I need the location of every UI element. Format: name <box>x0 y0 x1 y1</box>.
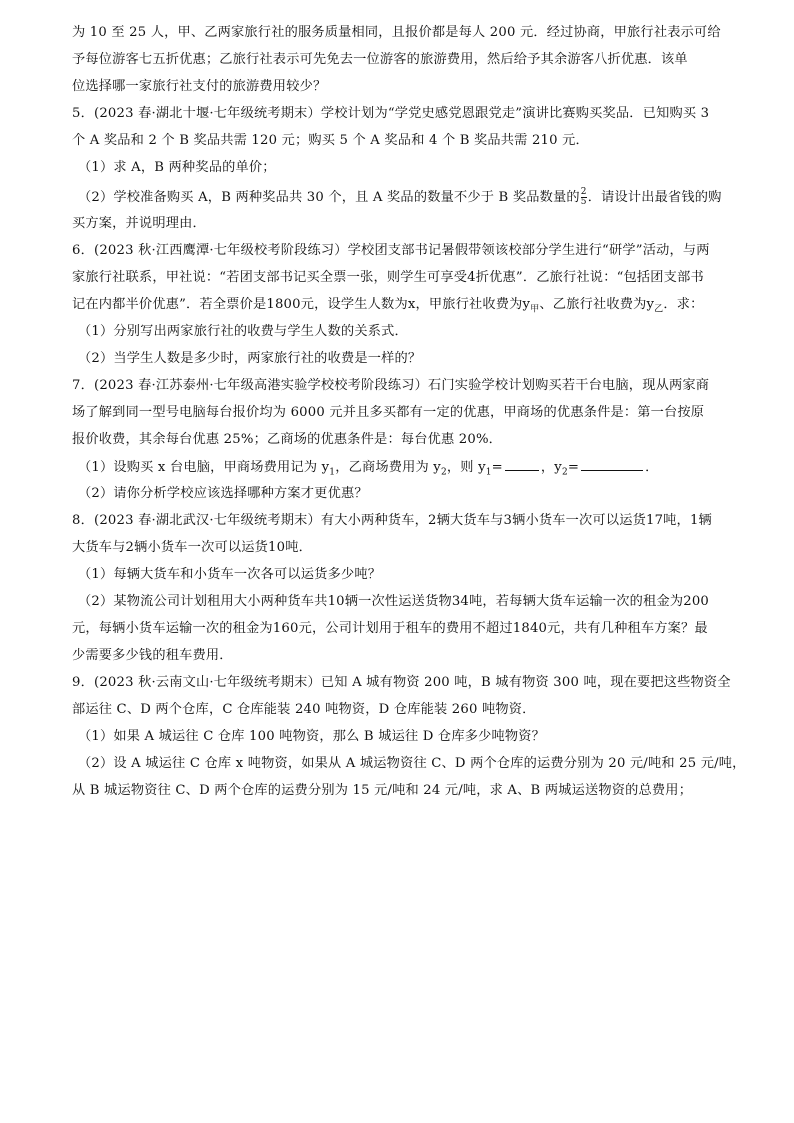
fraction <box>581 188 587 207</box>
answer-blank <box>581 458 643 471</box>
question-7-part-2: （2）请你分析学校应该选择哪种方案才更优惠？ <box>78 486 368 501</box>
text-line: 从 B 城运物资往 C、D 两个仓库的运费分别为 15 元/吨和 24 元/吨，求 A、B 两城运送物资的总费用； <box>72 783 693 798</box>
subscript: 乙 <box>654 304 664 315</box>
question-8-part-1: （1）每辆大货车和小货车一次各可以运货多少吨？ <box>78 567 382 582</box>
question-6-stem: 6．(2023 秋·江西鹰潭·七年级校考阶段练习）学校团支部书记暑假带领该校部分学生进行“研学”活动，与两 <box>72 243 710 258</box>
text-line: 位选择哪一家旅行社支付的旅游费用较少？ <box>72 79 327 94</box>
text-line <box>72 296 734 319</box>
text-segment: = <box>491 460 503 475</box>
question-8-stem: 8．(2023 春·湖北武汉·七年级统考期末）有大小两种货车，2辆大货车与3辆小货车一次可以运货17吨，1辆 <box>72 513 712 528</box>
text-line: 予每位游客七五折优惠；乙旅行社表示可先免去一位游客的旅游费用，然后给予其余游客八折优惠．该单 <box>72 52 688 67</box>
text-segment: （1）设购买 x 台电脑，甲商场费用记为 y <box>78 460 330 475</box>
question-9-stem: 9．(2023 秋·云南文山·七年级统考期末）已知 A 城有物资 200 吨，B 城有物资 300 吨，现在要把这些物资全 <box>72 675 731 690</box>
subscript: 甲 <box>530 304 540 315</box>
text-segment: 记在内都半价优惠”．若全票价是1800元，设学生人数为x，甲旅行社收费为y <box>72 297 531 312</box>
question-7-part-1 <box>78 458 734 482</box>
text-segment: ，乙商场费用为 y <box>335 460 441 475</box>
text-segment: （2）学校准备购买 A，B 两种奖品共 30 个，且 A 奖品的数量不少于 B 奖品数量的 <box>78 190 580 205</box>
text-line: 场了解到同一型号电脑每台报价均为 6000 元并且多买都有一定的优惠，甲商场的优惠条件是：第一台按原 <box>72 405 705 420</box>
question-6-part-1: （1）分别写出两家旅行社的收费与学生人数的关系式． <box>78 324 408 339</box>
text-segment: ．求： <box>663 297 704 312</box>
text-line: 元，每辆小货车运输一次的租金为160元，公司计划用于租车的费用不超过1840元，共有几种租车方案？最 <box>72 621 708 636</box>
text-segment: = <box>567 460 580 475</box>
fraction-denominator: 5 <box>580 197 587 207</box>
text-line: 大货车与2辆小货车一次可以运货10吨． <box>72 540 312 555</box>
answer-blank <box>505 458 539 471</box>
text-line: 报价收费，其余每台优惠 25%；乙商场的优惠条件是：每台优惠 20%． <box>72 432 503 447</box>
question-5-part-2 <box>78 188 734 207</box>
subscript: 2 <box>440 467 447 478</box>
text-segment: 、乙旅行社收费为y <box>539 297 655 312</box>
subscript: 2 <box>561 467 568 478</box>
text-segment: ，则 y <box>446 460 486 475</box>
question-9-part-1: （1）如果 A 城运往 C 仓库 100 吨物资，那么 B 城运往 D 仓库多少吨物资？ <box>78 729 546 744</box>
subscript: 1 <box>485 467 492 478</box>
text-line: 部运往 C、D 两个仓库，C 仓库能装 240 吨物资，D 仓库能装 260 吨物资． <box>72 702 536 717</box>
text-segment: ．请设计出最省钱的购 <box>587 190 722 205</box>
question-7-stem: 7．(2023 春·江苏泰州·七年级高港实验学校校考阶段练习）石门实验学校计划购买若干台电脑，现从两家商 <box>72 378 710 393</box>
text-line: 家旅行社联系，甲社说：“若团支部书记买全票一张，则学生可享受4折优惠”．乙旅行社说：“包括团支部书 <box>72 270 704 285</box>
fraction-numerator: 2 <box>580 187 587 197</box>
question-9-part-2: （2）设 A 城运往 C 仓库 x 吨物资，如果从 A 城运物资往 C、D 两个仓库的运费分别为 20 元/吨和 25 元/吨， <box>78 756 746 771</box>
text-line: 买方案，并说明理由． <box>72 216 206 231</box>
text-line: 为 10 至 25 人，甲、乙两家旅行社的服务质量相同，且报价都是每人 200 元．经过协商，甲旅行社表示可给 <box>72 25 721 40</box>
text-line: 少需要多少钱的租车费用． <box>72 648 233 663</box>
question-5-part-1: （1）求 A，B 两种奖品的单价； <box>78 160 276 175</box>
question-6-part-2: （2）当学生人数是多少时，两家旅行社的收费是一样的？ <box>78 351 422 366</box>
text-segment: ． <box>645 460 659 475</box>
question-5-stem: 5．(2023 春·湖北十堰·七年级统考期末）学校计划为“学党史感党恩跟党走”演讲比赛购买奖品．已知购买 3 <box>72 106 710 121</box>
question-8-part-2: （2）某物流公司计划租用大小两种货车共10辆一次性运送货物34吨，若每辆大货车运输一次的租金为200 <box>78 594 709 609</box>
text-line: 个 A 奖品和 2 个 B 奖品共需 120 元；购买 5 个 A 奖品和 4 个 B 奖品共需 210 元． <box>72 133 589 148</box>
subscript: 1 <box>329 467 336 478</box>
text-segment: ，y <box>540 460 562 475</box>
